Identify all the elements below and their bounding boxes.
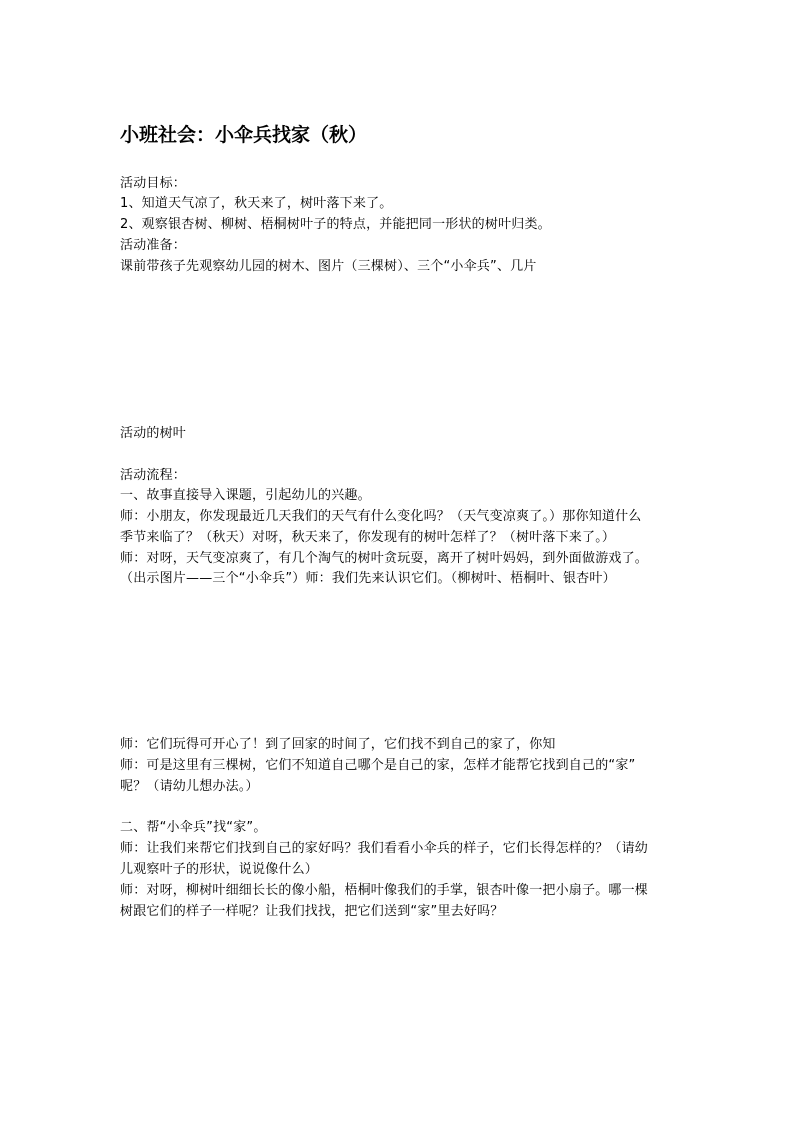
section-heading-process: 活动流程： xyxy=(120,468,187,483)
document-title: 小班社会：小伞兵找家（秋） xyxy=(120,124,368,146)
paragraph-line: 季节来临了？（秋天）对呀，秋天来了，你发现有的树叶怎样了？（树叶落下来了。） xyxy=(120,530,616,545)
paragraph-line: 师：它们玩得可开心了！到了回家的时间了，它们找不到自己的家了，你知 xyxy=(120,737,556,752)
paragraph-line: 师：对呀，天气变凉爽了，有几个淘气的树叶贪玩耍，离开了树叶妈妈，到外面做游戏了。 xyxy=(120,551,649,566)
process-step-2-heading: 二、帮“小伞兵”找“家”。 xyxy=(120,820,267,835)
paragraph-line: 师：让我们来帮它们找到自己的家好吗？我们看看小伞兵的样子，它们长得怎样的？（请幼 xyxy=(120,841,649,856)
paragraph-line: （出示图片——三个“小伞兵”）师：我们先来认识它们。（柳树叶、梧桐叶、银杏叶） xyxy=(120,571,616,586)
paragraph-line: 儿观察叶子的形状，说说像什么） xyxy=(120,862,319,877)
preparation-text-continued: 活动的树叶 xyxy=(120,426,187,441)
paragraph-line: 师：小朋友，你发现最近几天我们的天气有什么变化吗？（天气变凉爽了。）那你知道什么 xyxy=(120,509,642,524)
paragraph-line: 呢？（请幼儿想办法。） xyxy=(120,779,259,794)
paragraph-line: 树跟它们的样子一样呢？让我们找找，把它们送到“家”里去好吗？ xyxy=(120,904,504,919)
section-heading-preparation: 活动准备： xyxy=(120,238,187,253)
goal-item-1: 1、知道天气凉了，秋天来了，树叶落下来了。 xyxy=(120,196,393,211)
process-step-1-heading: 一、故事直接导入课题，引起幼儿的兴趣。 xyxy=(120,488,371,503)
paragraph-line: 师：对呀，柳树叶细细长长的像小船，梧桐叶像我们的手掌，银杏叶像一把小扇子。哪一棵 xyxy=(120,883,649,898)
preparation-text: 课前带孩子先观察幼儿园的树木、图片（三棵树）、三个“小伞兵”、几片 xyxy=(120,259,537,274)
section-heading-goals: 活动目标： xyxy=(120,176,187,191)
goal-item-2: 2、观察银杏树、柳树、梧桐树叶子的特点，并能把同一形状的树叶归类。 xyxy=(120,217,551,232)
paragraph-line: 师：可是这里有三棵树，它们不知道自己哪个是自己的家，怎样才能帮它找到自己的“家” xyxy=(120,758,636,773)
